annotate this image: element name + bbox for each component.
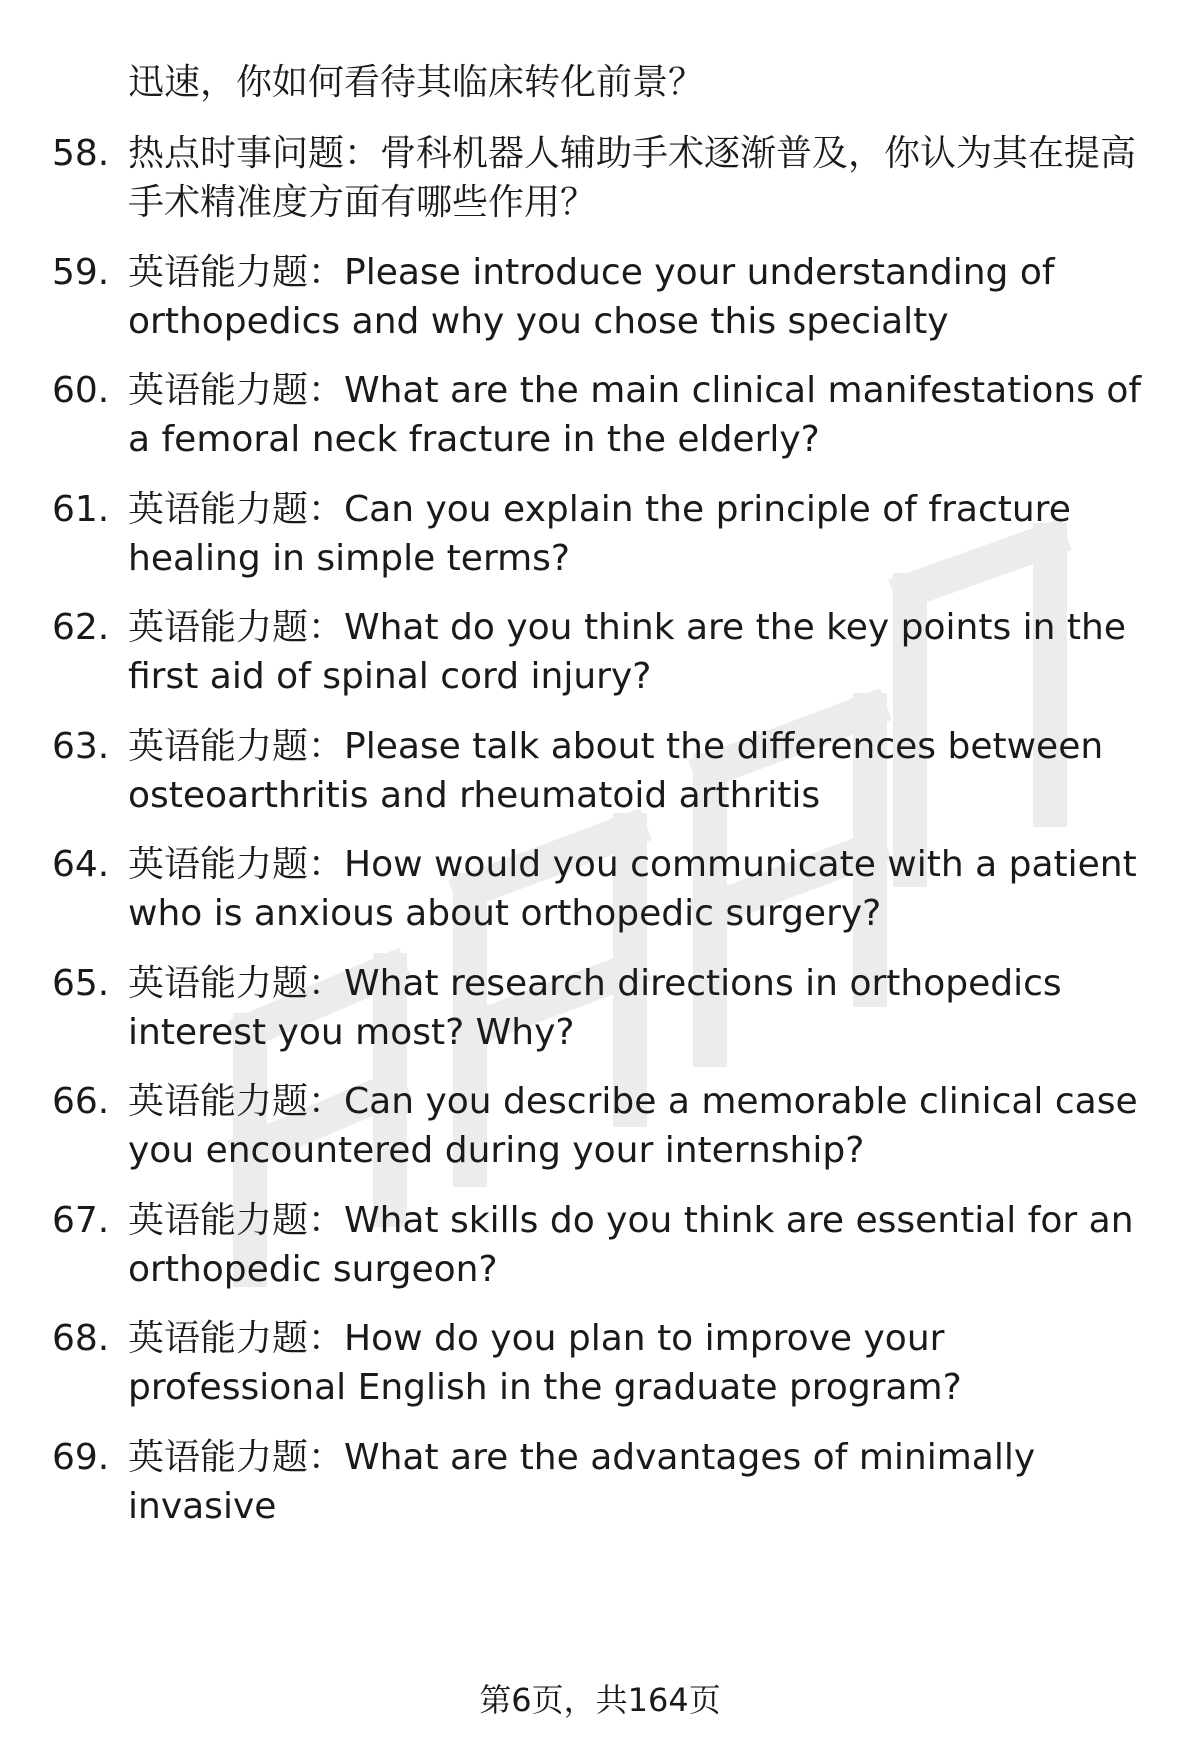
page-number-footer: 第6页，共164页 <box>479 1681 721 1719</box>
question-text: 英语能力题：Can you describe a memorable clinical case you encountered during your internship? <box>128 1081 1138 1171</box>
question-number: 58. <box>52 133 110 174</box>
question-number: 63. <box>52 726 110 767</box>
question-text: 英语能力题：What skills do you think are essential for an orthopedic surgeon? <box>128 1200 1134 1290</box>
question-text: 英语能力题：What are the advantages of minimally invasive <box>128 1437 1036 1527</box>
question-number: 67. <box>52 1200 110 1241</box>
question-text: 英语能力题：How do you plan to improve your professional English in the graduate program? <box>128 1318 962 1408</box>
question-text: 英语能力题：What research directions in orthopedics interest you most? Why? <box>128 963 1062 1053</box>
question-number: 69. <box>52 1437 110 1478</box>
continuation-line: 迅速，你如何看待其临床转化前景？ <box>128 62 705 103</box>
question-text: 英语能力题：What do you think are the key points in the first aid of spinal cord injury? <box>128 607 1126 697</box>
question-number: 66. <box>52 1081 110 1122</box>
question-text: 英语能力题：How would you communicate with a patient who is anxious about orthopedic surgery? <box>128 844 1137 934</box>
question-text: 热点时事问题：骨科机器人辅助手术逐渐普及，你认为其在提高手术精准度方面有哪些作用？ <box>128 133 1137 223</box>
question-number: 61. <box>52 489 110 530</box>
question-text: 英语能力题：What are the main clinical manifestations of a femoral neck fracture in the elderly? <box>128 370 1142 460</box>
question-number: 60. <box>52 370 110 411</box>
question-text: 英语能力题：Please talk about the differences between osteoarthritis and rheumatoid arthritis <box>128 726 1104 816</box>
question-number: 62. <box>52 607 110 648</box>
question-number: 59. <box>52 252 110 293</box>
question-text: 英语能力题：Please introduce your understanding of orthopedics and why you chose this specialty <box>128 252 1055 342</box>
question-number: 68. <box>52 1318 110 1359</box>
question-text: 英语能力题：Can you explain the principle of fracture healing in simple terms? <box>128 489 1071 579</box>
question-number: 64. <box>52 844 110 885</box>
question-number: 65. <box>52 963 110 1004</box>
